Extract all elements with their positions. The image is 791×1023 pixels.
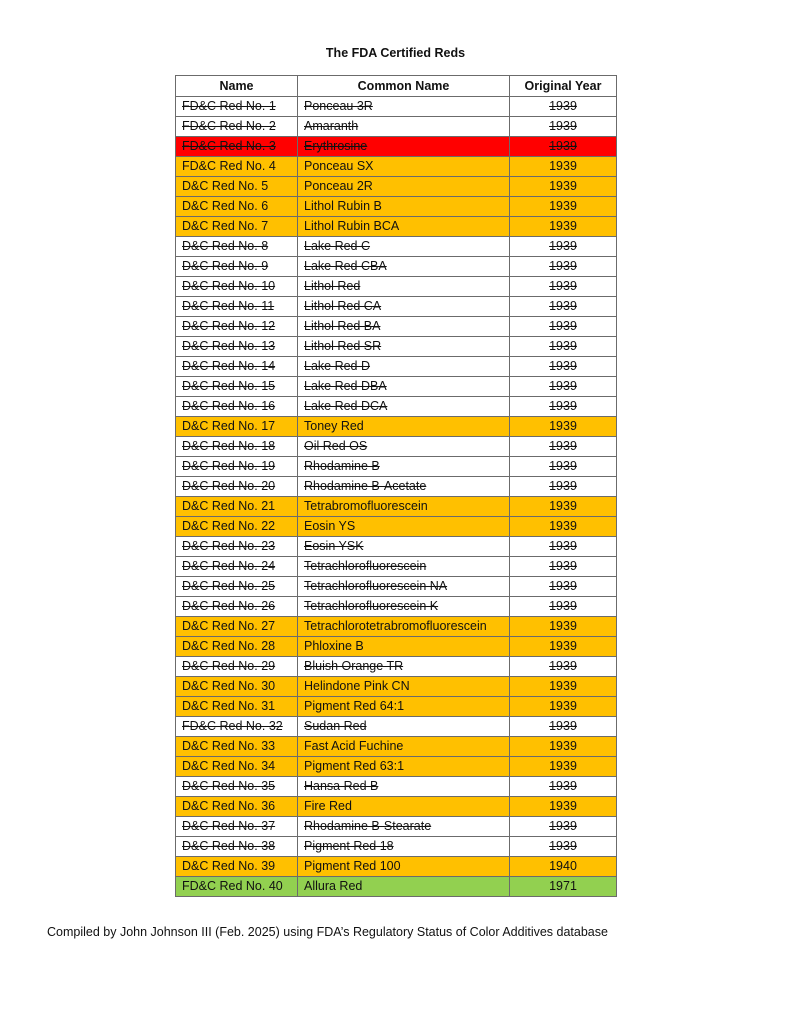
table-row <box>176 97 617 117</box>
cell-name: FD&C Red No. 4 <box>176 157 298 177</box>
table-row <box>176 317 617 337</box>
cell-common-name: Rhodamine B <box>298 457 510 477</box>
cell-common-name: Erythrosine <box>298 137 510 157</box>
cell-original-year: 1939 <box>510 657 617 677</box>
cell-common-name: Lake Red DBA <box>298 377 510 397</box>
cell-name: D&C Red No. 19 <box>176 457 298 477</box>
table-row <box>176 617 617 637</box>
cell-original-year: 1939 <box>510 817 617 837</box>
table-row <box>176 517 617 537</box>
table-row <box>176 437 617 457</box>
cell-original-year: 1939 <box>510 797 617 817</box>
cell-common-name: Fire Red <box>298 797 510 817</box>
cell-name: D&C Red No. 20 <box>176 477 298 497</box>
cell-original-year: 1939 <box>510 617 617 637</box>
table-row <box>176 357 617 377</box>
cell-common-name: Tetrabromofluorescein <box>298 497 510 517</box>
cell-original-year: 1939 <box>510 757 617 777</box>
cell-original-year: 1939 <box>510 437 617 457</box>
cell-name: D&C Red No. 15 <box>176 377 298 397</box>
cell-name: D&C Red No. 5 <box>176 177 298 197</box>
cell-original-year: 1939 <box>510 257 617 277</box>
cell-name: D&C Red No. 35 <box>176 777 298 797</box>
cell-original-year: 1939 <box>510 637 617 657</box>
cell-original-year: 1939 <box>510 737 617 757</box>
table-row <box>176 817 617 837</box>
cell-name: D&C Red No. 8 <box>176 237 298 257</box>
cell-name: D&C Red No. 6 <box>176 197 298 217</box>
cell-common-name: Tetrachlorofluorescein <box>298 557 510 577</box>
table-row <box>176 837 617 857</box>
cell-original-year: 1939 <box>510 197 617 217</box>
cell-name: D&C Red No. 18 <box>176 437 298 457</box>
cell-name: D&C Red No. 13 <box>176 337 298 357</box>
cell-common-name: Bluish Orange TR <box>298 657 510 677</box>
cell-common-name: Pigment Red 63:1 <box>298 757 510 777</box>
table-header-row <box>176 76 617 97</box>
cell-original-year: 1939 <box>510 777 617 797</box>
table-row <box>176 457 617 477</box>
cell-common-name: Phloxine B <box>298 637 510 657</box>
cell-original-year: 1939 <box>510 577 617 597</box>
cell-common-name: Tetrachlorofluorescein K <box>298 597 510 617</box>
cell-common-name: Eosin YSK <box>298 537 510 557</box>
cell-common-name: Ponceau 3R <box>298 97 510 117</box>
cell-original-year: 1939 <box>510 337 617 357</box>
cell-name: D&C Red No. 25 <box>176 577 298 597</box>
cell-common-name: Pigment Red 64:1 <box>298 697 510 717</box>
cell-common-name: Toney Red <box>298 417 510 437</box>
cell-name: D&C Red No. 14 <box>176 357 298 377</box>
table-row <box>176 637 617 657</box>
cell-original-year: 1939 <box>510 537 617 557</box>
cell-original-year: 1971 <box>510 877 617 897</box>
cell-common-name: Fast Acid Fuchine <box>298 737 510 757</box>
cell-common-name: Lithol Red SR <box>298 337 510 357</box>
cell-name: D&C Red No. 26 <box>176 597 298 617</box>
column-header-common-name: Common Name <box>298 76 510 97</box>
cell-original-year: 1939 <box>510 697 617 717</box>
cell-original-year: 1939 <box>510 837 617 857</box>
cell-common-name: Helindone Pink CN <box>298 677 510 697</box>
cell-common-name: Rhodamine B-Acetate <box>298 477 510 497</box>
cell-name: D&C Red No. 9 <box>176 257 298 277</box>
table-row <box>176 877 617 897</box>
cell-original-year: 1939 <box>510 717 617 737</box>
table-row <box>176 477 617 497</box>
cell-name: FD&C Red No. 2 <box>176 117 298 137</box>
cell-common-name: Lithol Rubin BCA <box>298 217 510 237</box>
cell-common-name: Lake Red C <box>298 237 510 257</box>
table-row <box>176 557 617 577</box>
cell-name: FD&C Red No. 40 <box>176 877 298 897</box>
cell-name: D&C Red No. 31 <box>176 697 298 717</box>
cell-original-year: 1939 <box>510 457 617 477</box>
table-row <box>176 397 617 417</box>
table-row <box>176 237 617 257</box>
cell-name: D&C Red No. 34 <box>176 757 298 777</box>
cell-name: D&C Red No. 33 <box>176 737 298 757</box>
cell-original-year: 1939 <box>510 137 617 157</box>
table-row <box>176 197 617 217</box>
cell-common-name: Sudan Red <box>298 717 510 737</box>
table-body <box>176 97 617 897</box>
cell-common-name: Rhodamine B-Stearate <box>298 817 510 837</box>
cell-original-year: 1939 <box>510 357 617 377</box>
table-row <box>176 717 617 737</box>
cell-name: D&C Red No. 29 <box>176 657 298 677</box>
cell-name: D&C Red No. 16 <box>176 397 298 417</box>
table-row <box>176 597 617 617</box>
cell-name: D&C Red No. 7 <box>176 217 298 237</box>
table-row <box>176 857 617 877</box>
cell-original-year: 1939 <box>510 397 617 417</box>
cell-name: D&C Red No. 39 <box>176 857 298 877</box>
table-row <box>176 157 617 177</box>
table-row <box>176 777 617 797</box>
table-row <box>176 217 617 237</box>
cell-original-year: 1939 <box>510 317 617 337</box>
cell-common-name: Lithol Rubin B <box>298 197 510 217</box>
cell-name: FD&C Red No. 1 <box>176 97 298 117</box>
cell-common-name: Hansa Red B <box>298 777 510 797</box>
cell-original-year: 1939 <box>510 217 617 237</box>
cell-name: D&C Red No. 28 <box>176 637 298 657</box>
cell-original-year: 1939 <box>510 157 617 177</box>
column-header-name: Name <box>176 76 298 97</box>
cell-common-name: Lithol Red <box>298 277 510 297</box>
cell-original-year: 1939 <box>510 497 617 517</box>
cell-original-year: 1939 <box>510 417 617 437</box>
cell-name: D&C Red No. 22 <box>176 517 298 537</box>
cell-common-name: Tetrachlorofluorescein NA <box>298 577 510 597</box>
table-row <box>176 177 617 197</box>
table-row <box>176 697 617 717</box>
table-row <box>176 257 617 277</box>
table-row <box>176 337 617 357</box>
cell-original-year: 1939 <box>510 377 617 397</box>
cell-original-year: 1939 <box>510 97 617 117</box>
cell-common-name: Amaranth <box>298 117 510 137</box>
cell-common-name: Lake Red D <box>298 357 510 377</box>
table-row <box>176 677 617 697</box>
cell-original-year: 1940 <box>510 857 617 877</box>
table-row <box>176 797 617 817</box>
table-row <box>176 117 617 137</box>
cell-common-name: Oil Red OS <box>298 437 510 457</box>
cell-common-name: Ponceau SX <box>298 157 510 177</box>
cell-original-year: 1939 <box>510 297 617 317</box>
cell-name: D&C Red No. 30 <box>176 677 298 697</box>
cell-name: D&C Red No. 21 <box>176 497 298 517</box>
cell-name: D&C Red No. 36 <box>176 797 298 817</box>
table-row <box>176 657 617 677</box>
table-row <box>176 577 617 597</box>
cell-original-year: 1939 <box>510 237 617 257</box>
cell-common-name: Allura Red <box>298 877 510 897</box>
cell-original-year: 1939 <box>510 177 617 197</box>
cell-name: D&C Red No. 12 <box>176 317 298 337</box>
certified-reds-table <box>175 75 617 897</box>
cell-original-year: 1939 <box>510 477 617 497</box>
cell-common-name: Pigment Red 18 <box>298 837 510 857</box>
cell-name: D&C Red No. 24 <box>176 557 298 577</box>
cell-common-name: Lake Red CBA <box>298 257 510 277</box>
cell-name: FD&C Red No. 3 <box>176 137 298 157</box>
cell-name: D&C Red No. 17 <box>176 417 298 437</box>
cell-original-year: 1939 <box>510 557 617 577</box>
cell-common-name: Eosin YS <box>298 517 510 537</box>
cell-original-year: 1939 <box>510 597 617 617</box>
table-row <box>176 377 617 397</box>
cell-common-name: Pigment Red 100 <box>298 857 510 877</box>
table-row <box>176 417 617 437</box>
table-row <box>176 277 617 297</box>
cell-original-year: 1939 <box>510 277 617 297</box>
cell-common-name: Tetrachlorotetrabromofluorescein <box>298 617 510 637</box>
table-row <box>176 497 617 517</box>
table-row <box>176 737 617 757</box>
cell-name: D&C Red No. 27 <box>176 617 298 637</box>
footer-note: Compiled by John Johnson III (Feb. 2025) using FDA’s Regulatory Status of Color Additives database <box>47 925 608 939</box>
cell-name: FD&C Red No. 32 <box>176 717 298 737</box>
cell-name: D&C Red No. 38 <box>176 837 298 857</box>
cell-original-year: 1939 <box>510 517 617 537</box>
cell-original-year: 1939 <box>510 117 617 137</box>
cell-name: D&C Red No. 11 <box>176 297 298 317</box>
column-header-original-year: Original Year <box>510 76 617 97</box>
table-row <box>176 137 617 157</box>
table-row <box>176 757 617 777</box>
table-row <box>176 297 617 317</box>
cell-name: D&C Red No. 37 <box>176 817 298 837</box>
cell-common-name: Lake Red DCA <box>298 397 510 417</box>
cell-name: D&C Red No. 10 <box>176 277 298 297</box>
cell-original-year: 1939 <box>510 677 617 697</box>
document-title: The FDA Certified Reds <box>325 46 466 60</box>
cell-name: D&C Red No. 23 <box>176 537 298 557</box>
table-row <box>176 537 617 557</box>
cell-common-name: Lithol Red CA <box>298 297 510 317</box>
cell-common-name: Lithol Red BA <box>298 317 510 337</box>
cell-common-name: Ponceau 2R <box>298 177 510 197</box>
